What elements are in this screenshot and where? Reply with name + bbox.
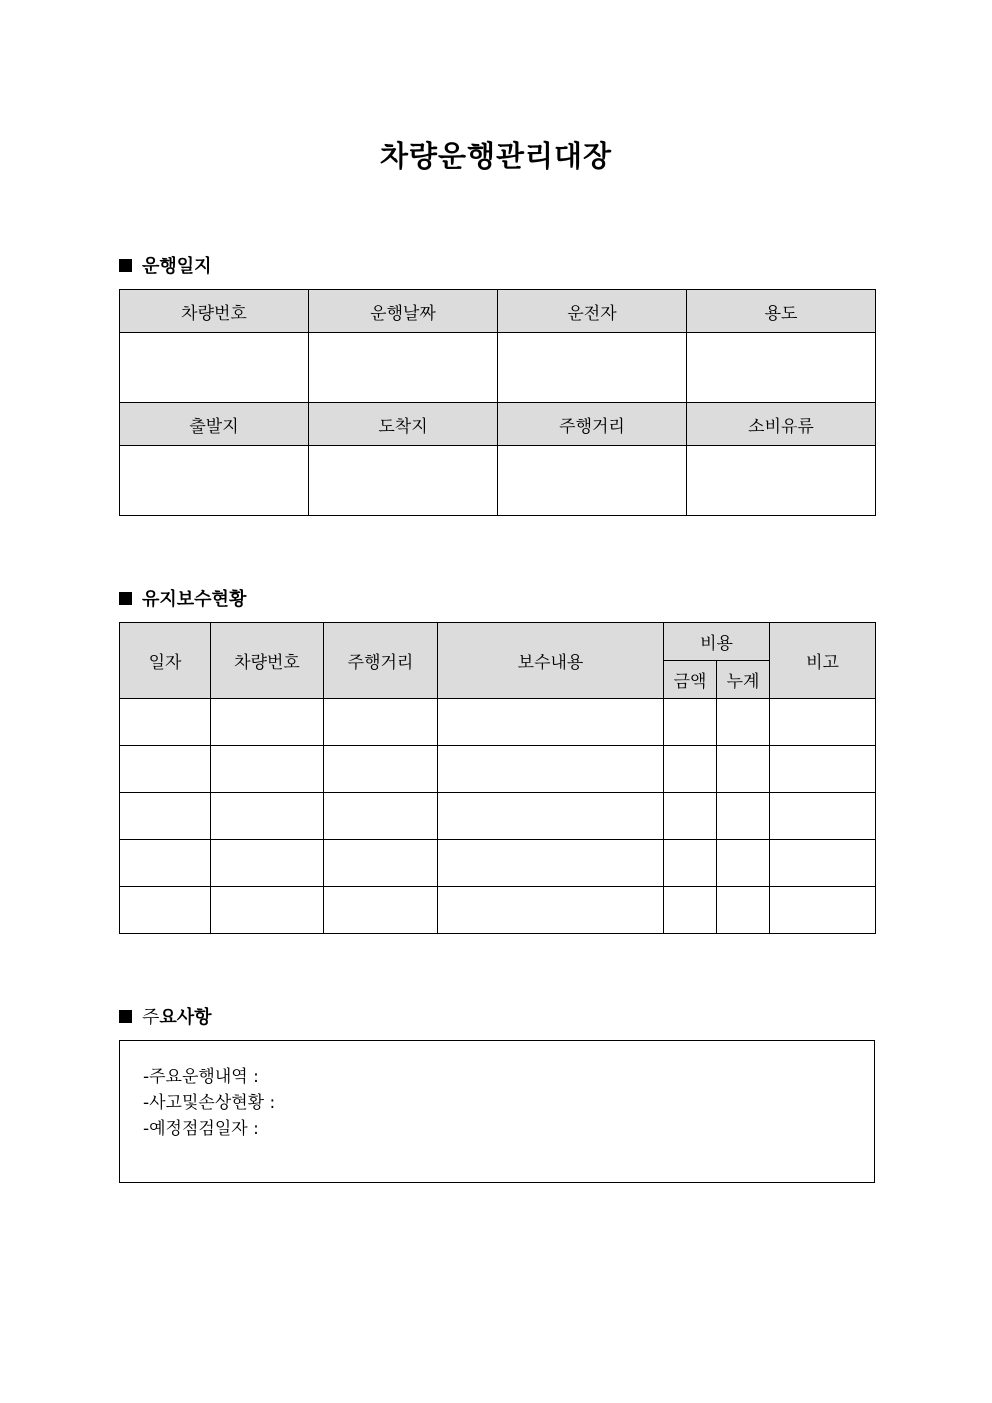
repair-content-cell[interactable]: [438, 840, 664, 887]
remarks-cell[interactable]: [770, 840, 876, 887]
header-departure: 출발지: [120, 403, 309, 446]
amount-cell[interactable]: [664, 699, 717, 746]
table-row: [120, 699, 876, 746]
section-heading-notes: [119, 1004, 212, 1028]
header-repair-content: 보수내용: [438, 623, 664, 699]
distance-cell[interactable]: [498, 446, 687, 516]
amount-cell[interactable]: [664, 887, 717, 934]
cumulative-cell[interactable]: [717, 746, 770, 793]
cumulative-cell[interactable]: [717, 840, 770, 887]
header-distance: 주행거리: [498, 403, 687, 446]
table-row: [120, 793, 876, 840]
section-heading-log: [119, 253, 212, 277]
distance-cell[interactable]: [324, 699, 438, 746]
amount-cell[interactable]: [664, 793, 717, 840]
table-row: [120, 840, 876, 887]
date-cell[interactable]: [120, 840, 211, 887]
header-fuel: 소비유류: [687, 403, 876, 446]
section-title: 운행일지: [142, 256, 212, 277]
vehicle-number-cell[interactable]: [211, 887, 324, 934]
repair-content-cell[interactable]: [438, 793, 664, 840]
vehicle-number-cell[interactable]: [211, 793, 324, 840]
table-row: [120, 333, 876, 403]
header-driver: 운전자: [498, 290, 687, 333]
section-heading-maintenance: [119, 586, 246, 610]
repair-content-cell[interactable]: [438, 746, 664, 793]
note-inspection-date: -예정점검일자 :: [143, 1119, 259, 1139]
section-title: 유지보수현황: [142, 589, 247, 610]
page-title: 차량운행관리대장: [379, 139, 613, 173]
header-amount: 금액: [664, 661, 717, 699]
arrival-cell[interactable]: [309, 446, 498, 516]
vehicle-number-cell[interactable]: [211, 840, 324, 887]
driver-cell[interactable]: [498, 333, 687, 403]
table-header-row: [120, 403, 876, 446]
header-vehicle-number: 차량번호: [120, 290, 309, 333]
square-bullet-icon: [119, 1010, 132, 1023]
date-cell[interactable]: [120, 793, 211, 840]
square-bullet-icon: [119, 259, 132, 272]
table-row: [120, 887, 876, 934]
remarks-cell[interactable]: [770, 793, 876, 840]
vehicle-number-cell[interactable]: [211, 746, 324, 793]
maintenance-table: [119, 622, 876, 934]
departure-cell[interactable]: [120, 446, 309, 516]
repair-content-cell[interactable]: [438, 699, 664, 746]
date-cell[interactable]: [120, 699, 211, 746]
square-bullet-icon: [119, 592, 132, 605]
header-purpose: 용도: [687, 290, 876, 333]
notes-box[interactable]: [119, 1040, 875, 1183]
drive-date-cell[interactable]: [309, 333, 498, 403]
cumulative-cell[interactable]: [717, 699, 770, 746]
remarks-cell[interactable]: [770, 887, 876, 934]
header-remarks: 비고: [770, 623, 876, 699]
fuel-cell[interactable]: [687, 446, 876, 516]
remarks-cell[interactable]: [770, 699, 876, 746]
vehicle-number-cell[interactable]: [120, 333, 309, 403]
note-accident-damage: -사고및손상현황 :: [143, 1093, 276, 1113]
distance-cell[interactable]: [324, 840, 438, 887]
repair-content-cell[interactable]: [438, 887, 664, 934]
amount-cell[interactable]: [664, 746, 717, 793]
header-cumulative: 누계: [717, 661, 770, 699]
section-title: 요사항: [159, 1007, 212, 1028]
table-header-row: [120, 623, 876, 661]
distance-cell[interactable]: [324, 746, 438, 793]
header-arrival: 도착지: [309, 403, 498, 446]
cumulative-cell[interactable]: [717, 793, 770, 840]
purpose-cell[interactable]: [687, 333, 876, 403]
vehicle-number-cell[interactable]: [211, 699, 324, 746]
header-date: 일자: [120, 623, 211, 699]
distance-cell[interactable]: [324, 793, 438, 840]
header-distance: 주행거리: [324, 623, 438, 699]
date-cell[interactable]: [120, 746, 211, 793]
distance-cell[interactable]: [324, 887, 438, 934]
cumulative-cell[interactable]: [717, 887, 770, 934]
header-cost: 비용: [664, 623, 770, 661]
remarks-cell[interactable]: [770, 746, 876, 793]
section-title-prefix: 주: [142, 1007, 160, 1028]
header-vehicle-number: 차량번호: [211, 623, 324, 699]
table-header-row: [120, 290, 876, 333]
amount-cell[interactable]: [664, 840, 717, 887]
note-main-driving: -주요운행내역 :: [143, 1067, 259, 1087]
table-row: [120, 746, 876, 793]
driving-log-table: [119, 289, 876, 516]
date-cell[interactable]: [120, 887, 211, 934]
header-drive-date: 운행날짜: [309, 290, 498, 333]
table-row: [120, 446, 876, 516]
